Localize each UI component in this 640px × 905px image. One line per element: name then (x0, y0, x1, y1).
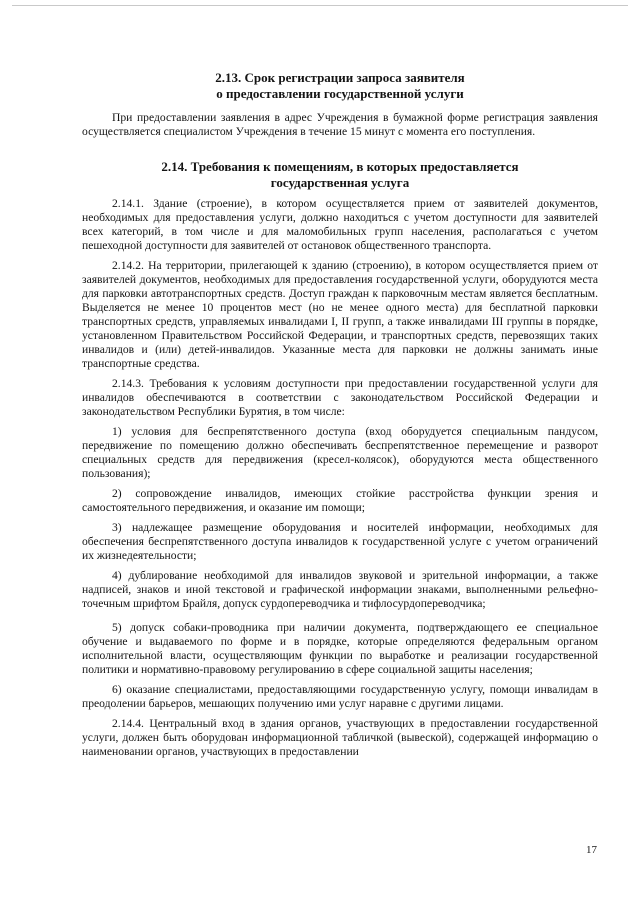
paragraph-2-14-1: 2.14.1. Здание (строение), в котором осуществляется прием от заявителей документов, необходимых для предоставления услуги, должно находиться с учетом доступности для заявителей всех категорий, в том числе и для маломобильных групп населения, располагаться с учетом пешеходной доступности для заявителей от остановок общественного транспорта. (82, 197, 598, 252)
page-top-edge (12, 5, 628, 6)
paragraph-2-14-3: 2.14.3. Требования к условиям доступности при предоставлении государственной услуги для инвалидов обеспечиваются в соответствии с законодательством Российской Федерации и законодательством Республики Бурятия, в том числе: (82, 377, 598, 418)
heading-2-14 (82, 159, 598, 191)
list-item-2: 2) сопровождение инвалидов, имеющих стойкие расстройства функции зрения и самостоятельного передвижения, и оказание им помощи; (82, 487, 598, 514)
list-item-6: 6) оказание специалистами, предоставляющими государственную услугу, помощи инвалидам в преодолении барьеров, мешающих получению ими услуг наравне с другими лицами. (82, 683, 598, 710)
page-number: 17 (586, 844, 597, 856)
heading-2-13-line1: 2.13. Срок регистрации запроса заявителя (215, 70, 465, 85)
heading-2-14-line2: государственная услуга (270, 175, 410, 190)
heading-2-13 (82, 70, 598, 102)
document-page (82, 64, 598, 759)
paragraph-2-14-2: 2.14.2. На территории, прилегающей к зданию (строению), в котором осуществляется прием от заявителей документов, необходимых для предоставления государственной услуги, оборудуются места для парковки автотранспортных средств. Доступ граждан к парковочным местам является бесплатным. Выделяется не менее 10 процентов мест (но не менее одного места) для бесплатной парковки транспортных средств, управляемых инвалидами I, II групп, а также инвалидами III группы в порядке, установленном Правительством Российской Федерации, и транспортных средств, перевозящих таких инвалидов и (или) детей-инвалидов. Указанные места для парковки не должны занимать иные транспортные средства. (82, 259, 598, 370)
heading-2-13-line2: о предоставлении государственной услуги (216, 86, 464, 101)
list-item-5: 5) допуск собаки-проводника при наличии документа, подтверждающего ее специальное обучение и выдаваемого по форме и в порядке, которые определяются федеральным органом исполнительной власти, осуществляющим функции по выработке и реализации государственной политики и нормативно-правовому регулированию в сфере социальной защиты населения; (82, 621, 598, 676)
paragraph-2-13: При предоставлении заявления в адрес Учреждения в бумажной форме регистрация заявления осуществляется специалистом Учреждения в течение 15 минут с момента его поступления. (82, 111, 598, 138)
list-item-3: 3) надлежащее размещение оборудования и носителей информации, необходимых для обеспечения беспрепятственного доступа инвалидов к государственной услуге с учетом ограничений их жизнедеятельности; (82, 521, 598, 562)
list-item-4: 4) дублирование необходимой для инвалидов звуковой и зрительной информации, а также надписей, знаков и иной текстовой и графической информации знаками, выполненными рельефно-точечным шрифтом Брайля, допуск сурдопереводчика и тифлосурдопереводчика; (82, 569, 598, 610)
heading-2-14-line1: 2.14. Требования к помещениям, в которых предоставляется (161, 159, 519, 174)
paragraph-2-14-4: 2.14.4. Центральный вход в здания органов, участвующих в предоставлении государственной услуги, должен быть оборудован информационной табличкой (вывеской), содержащей информацию о наименовании органов, участвующих в предоставлении (82, 717, 598, 758)
list-item-1: 1) условия для беспрепятственного доступа (вход оборудуется специальным пандусом, передвижение по помещению должно обеспечивать беспрепятственное перемещение и разворот специальных средств для передвижения (кресел-колясок), оборудуются места общественного пользования); (82, 425, 598, 480)
